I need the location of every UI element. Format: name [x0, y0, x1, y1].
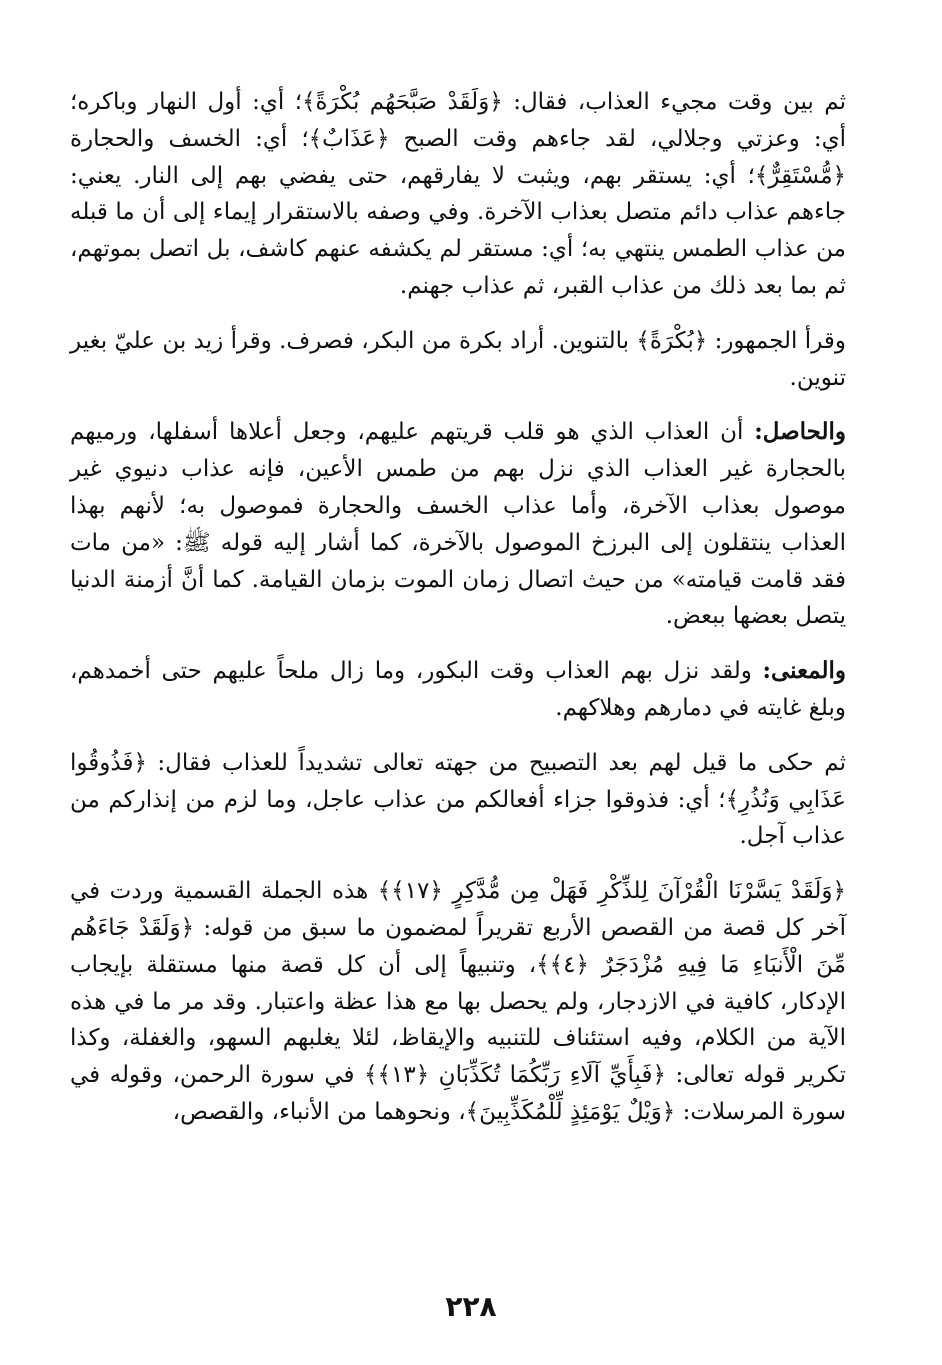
paragraph-text: ثم بين وقت مجيء العذاب، فقال: ﴿وَلَقَدْ صَبَّحَهُم بُكْرَةً﴾؛ أي: أول النهار وباكره؛ أي: وعزتي وجلالي، لقد جاءهم وقت الصبح ﴿عَذَابٌ﴾؛ أي: الخسف والحجارة ﴿مُّسْتَقِرٌّ﴾؛ أي: يستقر بهم، ويثبت لا يفارقهم، حتى يفضي بهم إلى النار. يعني: جاءهم عذاب دائم متصل بعذاب الآخرة. وفي وصفه بالاستقرار إيماء إلى أن ما قبله من عذاب الطمس ينتهي به؛ أي: مستقر لم يكشفه عنهم كاشف، بل اتصل بموتهم، ثم بما بعد ذلك من عذاب القبر، ثم عذاب جهنم. [70, 89, 846, 299]
page-body [70, 84, 846, 1149]
paragraph-text: ولقد نزل بهم العذاب وقت البكور، وما زال ملحاً عليهم حتى أخمدهم، وبلغ غايته في دمارهم وهلاكهم. [70, 658, 846, 721]
paragraph-5 [70, 745, 846, 855]
paragraph-text: وقرأ الجمهور: ﴿بُكْرَةً﴾ بالتنوين. أراد بكرة من البكر، فصرف. وقرأ زيد بن عليّ بغير تنوين. [70, 327, 846, 391]
paragraph-6 [70, 873, 846, 1131]
paragraph-lead-summary: والحاصل: [754, 418, 846, 446]
paragraph-3 [70, 414, 846, 635]
page-number: ٢٢٨ [445, 1290, 497, 1323]
paragraph-4 [70, 653, 846, 727]
paragraph-1 [70, 84, 846, 305]
paragraph-text: أن العذاب الذي هو قلب قريتهم عليهم، وجعل أعلاها أسفلها، ورميهم بالحجارة غير العذاب الذي نزل بهم من طمس الأعين، فإنه عذاب دنيوي غير موصول بعذاب الآخرة، وأما عذاب الخسف والحجارة فموصول به؛ لأنهم بهذا العذاب ينتقلون إلى البرزخ الموصول بالآخرة، كما أشار إليه قوله ﷺ: «من مات فقد قامت قيامته» من حيث اتصال زمان الموت بزمان القيامة. كما أنَّ أزمنة الدنيا يتصل بعضها ببعض. [70, 419, 846, 630]
paragraph-text: ثم حكى ما قيل لهم بعد التصبيح من جهته تعالى تشديداً للعذاب فقال: ﴿فَذُوقُوا عَذَابِي وَنُذُرِ﴾؛ أي: فذوقوا جزاء أفعالكم من عذاب عاجل، وما لزم من إنذاركم من عذاب آجل. [70, 749, 846, 850]
paragraph-2 [70, 323, 846, 397]
paragraph-lead-meaning: والمعنى: [762, 657, 846, 685]
paragraph-text: ﴿وَلَقَدْ يَسَّرْنَا الْقُرْآنَ لِلذِّكْرِ فَهَلْ مِن مُّدَّكِرٍ ﴿١٧﴾﴾ هذه الجملة القسمية وردت في آخر كل قصة من القصص الأربع تقريراً لمضمون ما سبق من قوله: ﴿وَلَقَدْ جَاءَهُم مِّنَ الْأَنبَاءِ مَا فِيهِ مُزْدَجَرٌ ﴿٤﴾﴾، وتنبيهاً إلى أن كل قصة منها مستقلة بإيجاب الإدكار، كافية في الازدجار، ولم يحصل بها مع هذا عظة واعتبار. وقد مر ما في هذه الآية من الكلام، وفيه استئناف للتنبيه والإيقاظ، لئلا يغلبهم السهو، والغفلة، وكذا تكرير قوله تعالى: ﴿فَبِأَيِّ آلَاءِ رَبِّكُمَا تُكَذِّبَانِ ﴿١٣﴾﴾ في سورة الرحمن، وقوله في سورة المرسلات: ﴿وَيْلٌ يَوْمَئِذٍ لِّلْمُكَذِّبِينَ﴾، ونحوهما من الأنباء، والقصص، [70, 878, 847, 1125]
